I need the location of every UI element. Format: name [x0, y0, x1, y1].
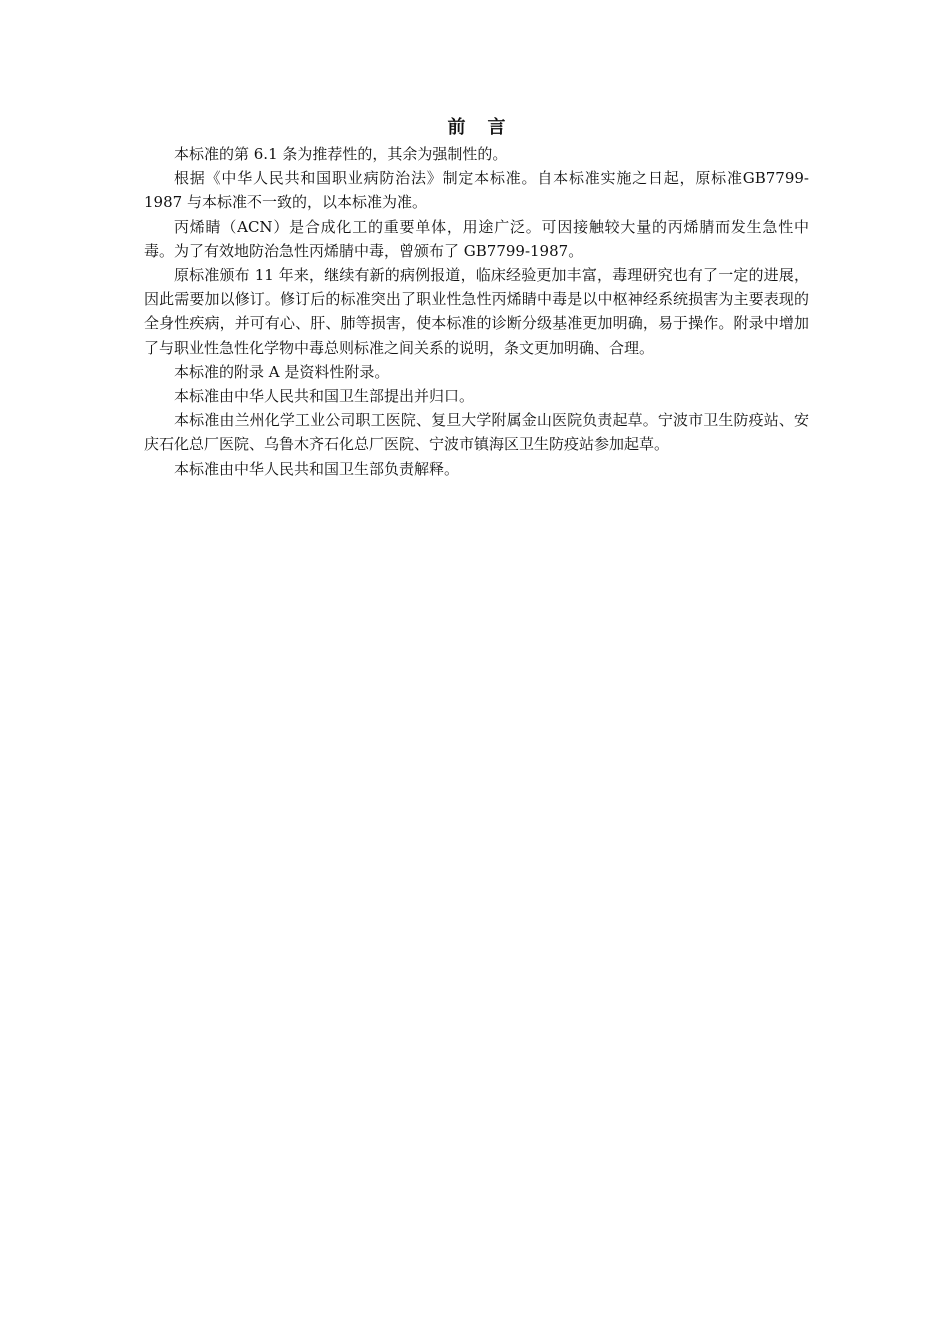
- paragraph-legal-basis: 根据《中华人民共和国职业病防治法》制定本标准。自本标准实施之日起，原标准GB7799-1987 与本标准不一致的，以本标准为准。: [144, 169, 809, 212]
- foreword-section: [144, 116, 809, 481]
- paragraph-proposer: 本标准由中华人民共和国卫生部提出并归口。: [174, 387, 475, 406]
- paragraph-drafters: 本标准由兰州化学工业公司职工医院、复旦大学附属金山医院负责起草。宁波市卫生防疫站、安庆石化总厂医院、乌鲁木齐石化总厂医院、宁波市镇海区卫生防疫站参加起草。: [144, 411, 809, 454]
- paragraph-interpretation: 本标准由中华人民共和国卫生部负责解释。: [174, 459, 460, 478]
- paragraph-acn-background: 丙烯睛（ACN）是合成化工的重要单体，用途广泛。可因接触较大量的丙烯腈而发生急性中毒。为了有效地防治急性丙烯腈中毒，曾颁布了 GB7799-1987。: [144, 217, 809, 260]
- paragraph-revision-reason: 原标准颁布 11 年来，继续有新的病例报道，临床经验更加丰富，毒理研究也有了一定的进展，因此需要加以修订。修订后的标准突出了职业性急性丙烯睛中毒是以中枢神经系统损害为主要表现的全身性疾病，并可有心、肝、肺等损害，使本标准的诊断分级基准更加明确，易于操作。附录中增加了与职业性急性化学物中毒总则标准之间关系的说明，条文更加明确、合理。: [144, 266, 809, 357]
- page-title: [144, 116, 809, 140]
- title-char-1: 前: [447, 117, 466, 138]
- paragraph-appendix: 本标准的附录 A 是资料性附录。: [174, 362, 390, 381]
- title-char-2: 言: [487, 117, 506, 138]
- paragraph-recommended-clause: 本标准的第 6.1 条为推荐性的，其余为强制性的。: [174, 145, 508, 163]
